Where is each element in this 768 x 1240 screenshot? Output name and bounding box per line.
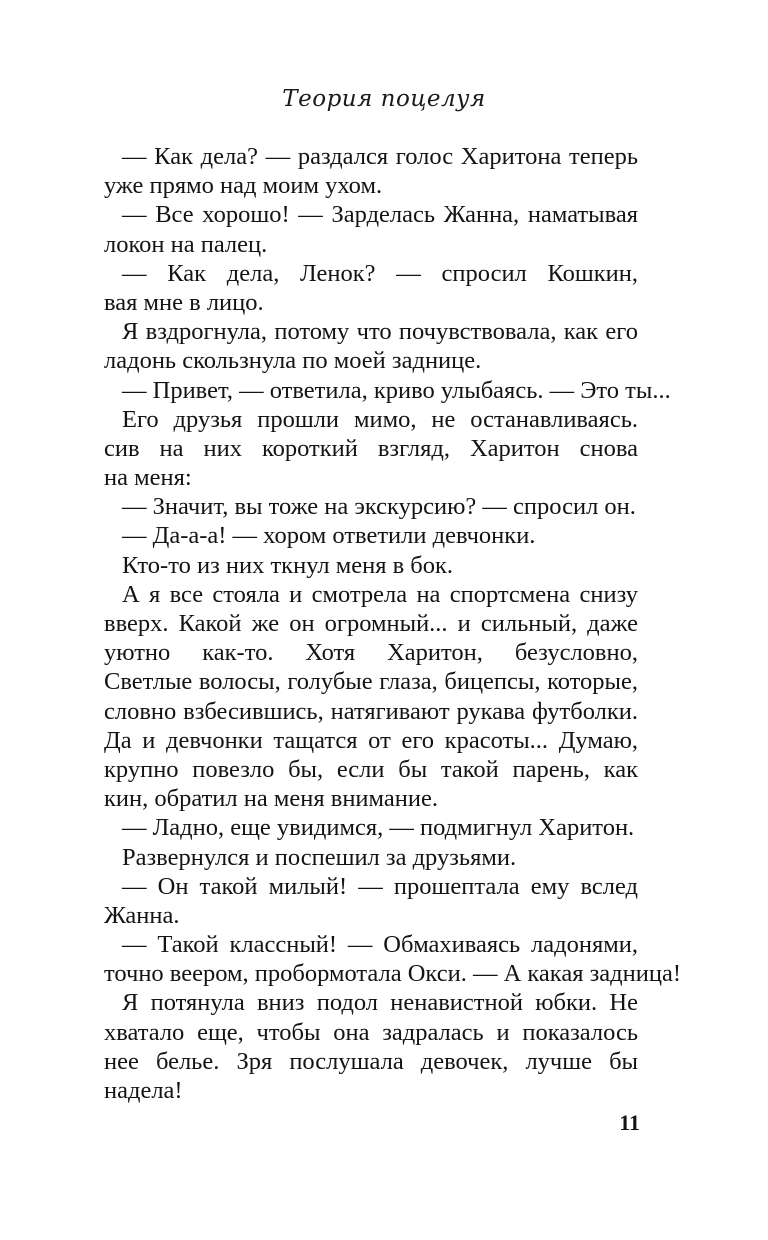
paragraph [104, 317, 638, 375]
paragraph [104, 872, 638, 930]
paragraph [104, 200, 638, 258]
text-line: на меня: [104, 464, 192, 492]
text-line: нее белье. Зря послушала девочек, лучше бы [104, 1047, 638, 1075]
paragraph [104, 551, 638, 580]
text-line: кин, обратил на меня внимание. [104, 785, 438, 813]
paragraph [104, 930, 681, 988]
text-line: вая мне в лицо. [104, 288, 264, 316]
paragraph [104, 492, 638, 521]
text-line: ладонь скользнула по моей заднице. [104, 347, 482, 375]
text-line: сив на них короткий взгляд, Харитон снова [104, 434, 638, 462]
paragraph [104, 813, 638, 842]
text-line: — Привет, — ответила, криво улыбаясь. — Это ты... [122, 376, 671, 404]
text-line: хватало еще, чтобы она задралась и показалось [104, 1018, 638, 1046]
running-header-title: Теория поцелуя [282, 86, 486, 112]
paragraph [104, 259, 638, 317]
text-line: локон на палец. [104, 230, 268, 258]
text-line: вверх. Какой же он огромный... и сильный, даже [104, 610, 638, 637]
text-line: — Ладно, еще увидимся, — подмигнул Харитон. [122, 814, 635, 842]
text-line: — Такой классный! — Обмахиваясь ладонями, [122, 931, 638, 959]
text-line: Жанна. [104, 901, 180, 929]
text-line: — Все хорошо! — Зарделась Жанна, наматывая [122, 201, 638, 229]
text-line: — Значит, вы тоже на экскурсию? — спросил он. [122, 493, 636, 521]
text-line: уютно как-то. Хотя Харитон, безусловно, [104, 639, 638, 667]
text-line: Кто-то из них ткнул меня в бок. [122, 551, 454, 579]
paragraph [104, 521, 638, 550]
paragraph [104, 580, 638, 814]
paragraph [104, 405, 638, 493]
text-line: Да и девчонки тащатся от его красоты... Думаю, [104, 726, 638, 754]
text-line: А я все стояла и смотрела на спортсмена снизу [122, 580, 638, 608]
text-line: точно веером, пробормотала Окси. — А какая задница! [104, 960, 681, 988]
body-text [104, 142, 681, 1105]
text-line: — Он такой милый! — прошептала ему вслед [122, 872, 638, 900]
paragraph [104, 376, 671, 405]
paragraph [104, 142, 638, 200]
text-line: словно взбесившись, натягивают рукава футболки. [104, 697, 638, 725]
text-line: Я потянула вниз подол ненавистной юбки. Не [122, 989, 638, 1017]
text-line: Развернулся и поспешил за друзьями. [122, 843, 517, 871]
text-line: — Как дела, Ленок? — спросил Кошкин, [122, 259, 638, 287]
text-line: Его друзья прошли мимо, не останавливаясь. [122, 405, 638, 433]
text-line: — Как дела? — раздался голос Харитона теперь [122, 143, 638, 170]
paragraph [104, 843, 638, 872]
text-line: — Да-а-а! — хором ответили девчонки. [122, 522, 536, 550]
text-line: надела! [104, 1077, 183, 1104]
page-number: 11 [619, 1110, 640, 1135]
text-line: уже прямо над моим ухом. [104, 172, 383, 200]
paragraph [104, 988, 638, 1105]
text-line: Я вздрогнула, потому что почувствовала, как его [122, 318, 638, 346]
text-line: крупно повезло бы, если бы такой парень, как [104, 755, 638, 783]
text-line: Светлые волосы, голубые глаза, бицепсы, которые, [104, 668, 638, 696]
